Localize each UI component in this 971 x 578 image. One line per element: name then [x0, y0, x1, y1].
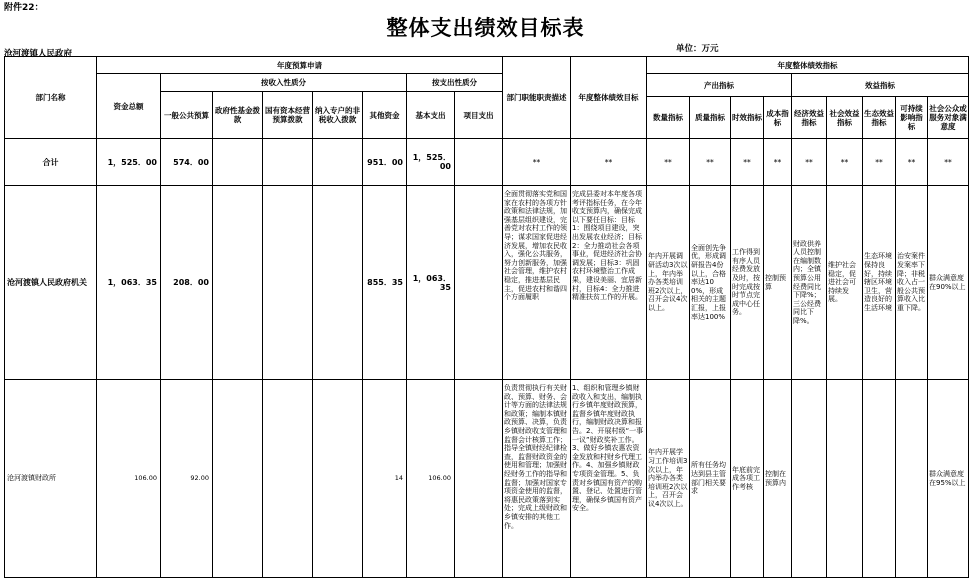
cell-basic: 106.00 — [407, 380, 455, 578]
cell-basic: 1，063．35 — [407, 186, 455, 380]
cell-gov-fund — [213, 139, 263, 186]
cell-social — [827, 380, 863, 578]
cell-social: ** — [827, 139, 863, 186]
org-name: 沧河渡镇人民政府 — [4, 49, 73, 59]
cell-other: 14 — [363, 380, 407, 578]
cell-total: 106.00 — [97, 380, 161, 578]
cell-satisfaction: ** — [928, 139, 969, 186]
cell-quality: 所有任务均达到县主管部门相关要求 — [690, 380, 731, 578]
cell-total: 1，525．00 — [97, 139, 161, 186]
performance-table — [4, 56, 969, 578]
cell-quantity: 年内开展调研活动3次以上，年内举办各类培训班2次以上，召开会议4次以上。 — [647, 186, 690, 380]
col-cost: 成本指标 — [764, 97, 792, 139]
cell-gov-fund — [213, 380, 263, 578]
cell-sustainable — [896, 380, 928, 578]
col-project-exp: 项目支出 — [455, 92, 503, 139]
cell-goal: 1、组织和管理乡镇财政收入和支出，编制执行乡镇年度财政预算，监督乡镇年度财政执行，编制财政决算和报告。2、开展村级“一事一议”财政奖补工作。3、做好乡镇农惠农资金发放和村财乡代理工作。4、加强乡镇财政专项资金管理。5、负责对乡镇国有资产的购置、登记、处置进行管理，确保乡镇国有资产安全。 — [571, 380, 647, 578]
col-annual-indicators: 年度整体绩效指标 — [647, 57, 969, 74]
cell-timeliness: 年底前完成各项工作考核 — [731, 380, 764, 578]
cell-special — [313, 380, 363, 578]
annex-label: 附件22： — [4, 3, 44, 13]
cell-economic: 财政供养人员控制在编制数内；全镇预算公用经费同比下降%；三公经费同比下降%。 — [792, 186, 827, 380]
cell-state-capital — [263, 186, 313, 380]
cell-gov-fund — [213, 186, 263, 380]
table-row — [5, 139, 969, 186]
cell-timeliness: 工作得到有序人员经费发放及时，按时完成按时节点完成中心任务。 — [731, 186, 764, 380]
col-annual-budget: 年度预算申请 — [97, 57, 503, 74]
col-quantity: 数量指标 — [647, 97, 690, 139]
cell-quantity: 年内开展学习工作培训3次以上，年内举办各类培训班2次以上，召开会议4次以上。 — [647, 380, 690, 578]
cell-project — [455, 186, 503, 380]
cell-economic — [792, 380, 827, 578]
cell-goal: 完成县委对本年度各项考评指标任务，在今年收支预算内，确保完成以下要任目标：目标1：围绕项目建设，突出发展农业经济；目标2：全力推动社会各项事业，促进经济社会协调发展；目标3：巩固农村环境整治工作成果，建设美丽、宜居新村，目标4：全力推进精准扶贫工作的开展。 — [571, 186, 647, 380]
cell-goal: ** — [571, 139, 647, 186]
cell-cost: 控制预算 — [764, 186, 792, 380]
col-economic: 经济效益指标 — [792, 97, 827, 139]
col-timeliness: 时效指标 — [731, 97, 764, 139]
cell-duties: 负责贯彻执行有关财政、预算、财务、会计等方面的法律法规和政策；编制本镇财政预算、决算，负责乡镇财政收支管理和监督会计核算工作；指导全镇财经纪律检查，监督财政资金的使用和管理；加强财经财务工作的指导和监督；加强对国家专项资金使用的监督，将惠民政策落到实处；完成上级财政和乡镇安排的其他工作。 — [503, 380, 571, 578]
cell-quantity: ** — [647, 139, 690, 186]
cell-satisfaction: 群众满意度在95%以上 — [928, 380, 969, 578]
col-annual-goal: 年度整体绩效目标 — [571, 57, 647, 139]
cell-duties: ** — [503, 139, 571, 186]
col-benefit: 效益指标 — [792, 74, 969, 97]
col-basic-exp: 基本支出 — [407, 92, 455, 139]
cell-ecological: ** — [863, 139, 896, 186]
col-dept-name: 部门名称 — [5, 57, 97, 139]
cell-special — [313, 139, 363, 186]
col-sustainable: 可持续影响指标 — [896, 97, 928, 139]
unit-label: 单位：万元 — [676, 44, 719, 54]
cell-total: 1，063．35 — [97, 186, 161, 380]
cell-quality: 全面创先争优，形成调研报告4份以上，合格率达100%，形成相关的主题汇报，上报率达100% — [690, 186, 731, 380]
col-by-expense: 按支出性质分 — [407, 74, 503, 92]
cell-state-capital — [263, 139, 313, 186]
cell-ecological: 生态环境保持良好，持续辖区环境卫生，营造良好的生活环境 — [863, 186, 896, 380]
cell-special — [313, 186, 363, 380]
cell-duties: 全面贯彻落实党和国家在农村的各项方针政策和法律法规，加强基层组织建设，完善党对农村工作的领导；谋求国家促进经济发展，增加农民收入，强化公共服务，努力创新服务，加强社会管理，维护农村稳定，推进基层民主，促进农村和谐四个方面履职 — [503, 186, 571, 380]
col-special-fiscal: 纳入专户的非税收入拨款 — [313, 92, 363, 139]
header-row-2 — [5, 74, 969, 92]
cell-quality: ** — [690, 139, 731, 186]
cell-economic: ** — [792, 139, 827, 186]
row-name: 沧河渡镇财政所 — [5, 380, 97, 578]
cell-general: 574．00 — [161, 139, 213, 186]
cell-sustainable: ** — [896, 139, 928, 186]
cell-general: 208．00 — [161, 186, 213, 380]
cell-basic: 1，525．00 — [407, 139, 455, 186]
cell-project — [455, 380, 503, 578]
cell-social: 维护社会稳定，促进社会可持续发展。 — [827, 186, 863, 380]
cell-ecological — [863, 380, 896, 578]
col-other-funds: 其他资金 — [363, 92, 407, 139]
cell-other: 951．00 — [363, 139, 407, 186]
cell-cost: 控制在预算内 — [764, 380, 792, 578]
page-title: 整体支出绩效目标表 — [386, 15, 585, 40]
col-state-capital: 国有资本经营预算拨款 — [263, 92, 313, 139]
cell-other: 855．35 — [363, 186, 407, 380]
col-output: 产出指标 — [647, 74, 792, 97]
col-satisfaction: 社会公众或服务对象满意度 — [928, 97, 969, 139]
col-duties: 部门职能职责描述 — [503, 57, 571, 139]
row-name: 沧河渡镇人民政府机关 — [5, 186, 97, 380]
cell-general: 92.00 — [161, 380, 213, 578]
cell-satisfaction: 群众满意度在90%以上 — [928, 186, 969, 380]
col-quality: 质量指标 — [690, 97, 731, 139]
col-total-funds: 资金总额 — [97, 74, 161, 139]
table-row — [5, 380, 969, 578]
col-by-source: 按收入性质分 — [161, 74, 407, 92]
cell-cost: ** — [764, 139, 792, 186]
col-gov-fund: 政府性基金拨款 — [213, 92, 263, 139]
cell-project — [455, 139, 503, 186]
cell-sustainable: 治安案件发案率下降；非税收入占一般公共预算收入比重下降。 — [896, 186, 928, 380]
col-social: 社会效益指标 — [827, 97, 863, 139]
header-row-1 — [5, 57, 969, 74]
cell-state-capital — [263, 380, 313, 578]
row-name: 合计 — [5, 139, 97, 186]
cell-timeliness: ** — [731, 139, 764, 186]
col-ecological: 生态效益指标 — [863, 97, 896, 139]
col-general-budget: 一般公共预算 — [161, 92, 213, 139]
table-row — [5, 186, 969, 380]
